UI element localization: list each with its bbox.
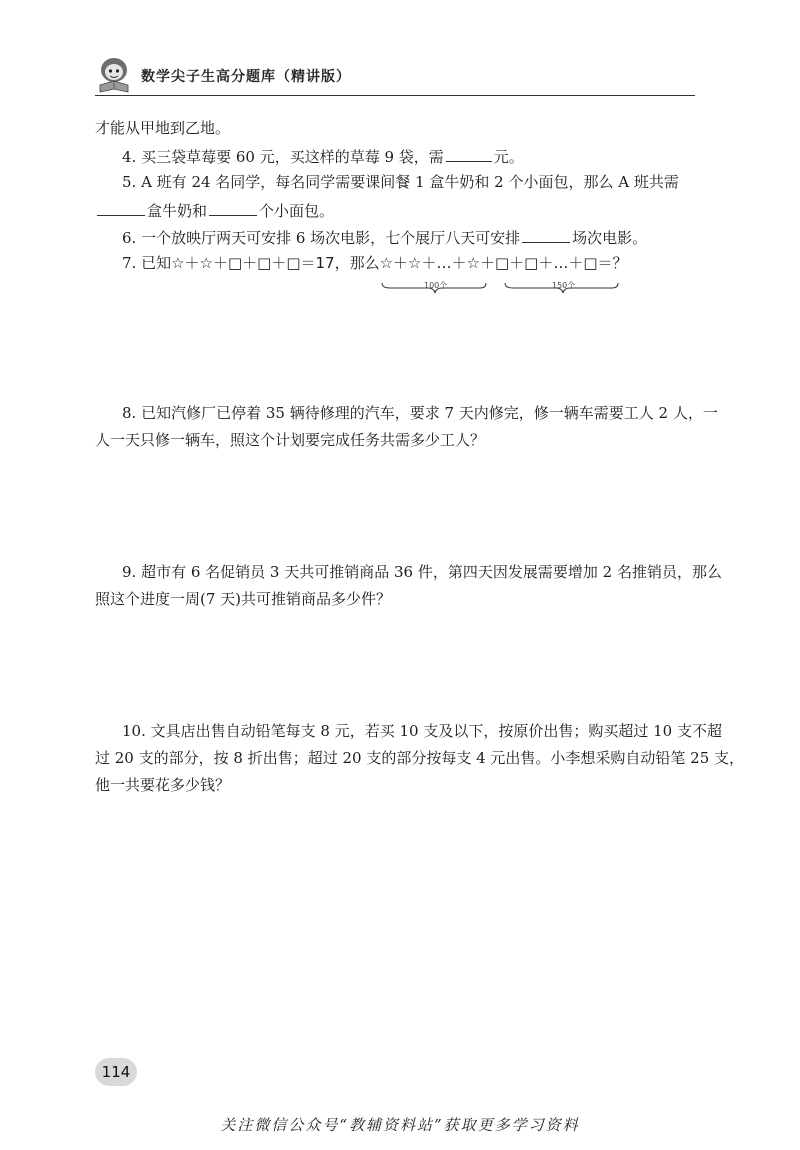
question-7-box-sum: □＋□＋…＋□ (494, 254, 598, 272)
question-7-suffix: ＝？ (597, 254, 628, 272)
question-4-text: 4. 买三袋草莓要 60 元，买这样的草莓 9 袋，需 (122, 148, 444, 166)
question-7 (122, 253, 628, 273)
footer-note: 关注微信公众号“教辅资料站”获取更多学习资料 (220, 1116, 580, 1134)
question-7-star-sum: ☆＋☆＋…＋☆ (379, 254, 480, 272)
question-7-given-equation: ☆＋☆＋□＋□＋□＝17 (171, 254, 335, 272)
question-7-plus: ＋ (479, 254, 495, 272)
question-6 (122, 226, 647, 248)
question-5-mid: 盒牛奶和 (147, 202, 208, 220)
continuation-text: 才能从甲地到乙地。 (95, 119, 231, 137)
question-7-prefix: 7. 已知 (122, 254, 172, 272)
box-count-label: 150个 (552, 281, 576, 290)
question-10-line-1: 10. 文具店出售自动铅笔每支 8 元，若买 10 支及以下，按原价出售；购买超过 10 支不超 (122, 722, 722, 740)
question-7-underbraces (380, 282, 630, 302)
question-9-line-1: 9. 超市有 6 名促销员 3 天共可推销商品 36 件，第四天因发展需要增加 2 名推销员，那么 (122, 563, 722, 581)
star-count-label: 100个 (424, 281, 448, 290)
student-reading-logo-icon (95, 55, 133, 95)
book-series-title: 数学尖子生高分题库（精讲版） (141, 69, 351, 85)
question-10-line-3: 他一共要花多少钱？ (95, 776, 231, 794)
question-5-line-2 (95, 199, 334, 221)
question-8-line-1: 8. 已知汽修厂已停着 35 辆待修理的汽车，要求 7 天内修完，修一辆车需要工人 2 人，一 (122, 404, 718, 422)
header-divider (95, 95, 695, 96)
answer-blank (209, 199, 257, 216)
question-7-mid: ，那么 (334, 254, 380, 272)
page-header (95, 55, 695, 97)
answer-blank (522, 226, 570, 243)
answer-blank (446, 145, 492, 162)
question-4 (122, 145, 524, 167)
question-6-text: 6. 一个放映厅两天可安排 6 场次电影，七个展厅八天可安排 (122, 229, 521, 247)
question-8-line-2: 人一天只修一辆车，照这个计划要完成任务共需多少工人？ (95, 431, 486, 449)
page-number: 114 (95, 1058, 137, 1086)
question-10-line-2: 过 20 支的部分，按 8 折出售；超过 20 支的部分按每支 4 元出售。小李想采购自动铅笔 25 支， (95, 749, 745, 767)
answer-blank (97, 199, 145, 216)
question-9-line-2: 照这个进度一周(7 天)共可推销商品多少件？ (95, 590, 392, 608)
question-5-line-1: 5. A 班有 24 名同学，每名同学需要课间餐 1 盒牛奶和 2 个小面包，那么 A 班共需 (122, 173, 679, 191)
question-4-unit: 元。 (493, 148, 524, 166)
question-5-end: 个小面包。 (259, 202, 335, 220)
question-6-end: 场次电影。 (572, 229, 648, 247)
